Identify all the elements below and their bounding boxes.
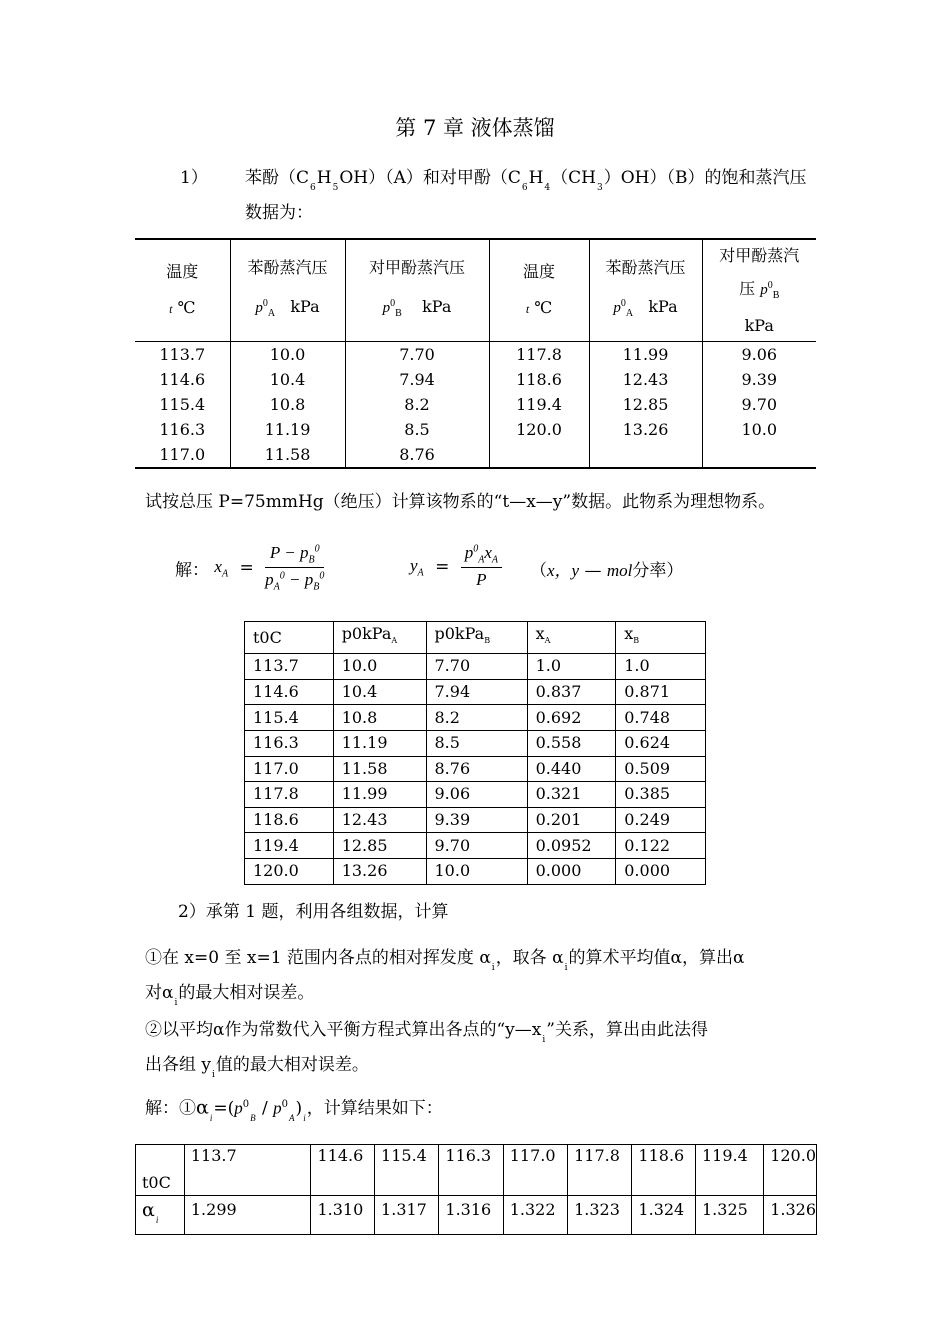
table-cell: 10.0	[426, 858, 527, 884]
table-cell: 8.5	[345, 417, 489, 442]
temperature-cell: 120.0	[764, 1145, 817, 1196]
table-header-cell: p0kPa$_B$	[426, 622, 527, 654]
table-cell: 117.8	[245, 782, 334, 808]
table-cell: 10.0	[230, 342, 345, 368]
table-cell: 12.85	[589, 392, 702, 417]
table-cell: 114.6	[159, 370, 206, 389]
table-row	[245, 679, 706, 705]
temperature-cell: 117.0	[503, 1145, 567, 1196]
table-cell: 8.2	[345, 392, 489, 417]
table-cell: 0.871	[616, 679, 706, 705]
table-cell: 1.0	[527, 654, 616, 680]
table-cell: 116.3	[245, 730, 334, 756]
table-cell: 7.70	[426, 654, 527, 680]
table-cell: 11.58	[333, 756, 426, 782]
table-cell: 113.7	[245, 654, 334, 680]
table-cell: 8.2	[426, 705, 527, 731]
table-cell: 118.6	[489, 367, 589, 392]
temperature-cell: 113.7	[184, 1145, 311, 1196]
table-header-cell: $x_B$	[616, 622, 706, 654]
vapor-pressure-table	[135, 238, 816, 469]
temperature-cell: 119.4	[696, 1145, 764, 1196]
table-cell: 117.0	[135, 442, 230, 468]
table-cell: 0.558	[527, 730, 616, 756]
table-cell: 12.85	[333, 833, 426, 859]
solution-1-note: （x，y — mol分率）	[530, 561, 684, 581]
table-cell: 9.70	[702, 392, 816, 417]
temperature-cell: 117.8	[568, 1145, 632, 1196]
table-cell: 8.76	[345, 442, 489, 468]
table-row	[135, 442, 816, 468]
relative-volatility-table	[135, 1144, 817, 1235]
table-cell: 9.06	[426, 782, 527, 808]
table-cell: 117.8	[489, 342, 589, 368]
table-cell: 7.70	[345, 342, 489, 368]
txy-result-table	[244, 621, 706, 885]
table-row	[245, 833, 706, 859]
table-cell	[489, 442, 589, 468]
alpha-cell: 1.322	[503, 1196, 567, 1235]
table-cell: 0.837	[527, 679, 616, 705]
header-cresol-pressure-2: 对甲酚蒸汽 压 $p^0_B$ kPa	[702, 239, 816, 342]
table-row	[245, 858, 706, 884]
label-temperature: t0C	[136, 1145, 185, 1196]
table-row	[245, 807, 706, 833]
table-cell: 120.0	[489, 417, 589, 442]
solution-1-formula-y: $y_A$ = $\frac{p^0_Ax_A}{P}$	[410, 543, 502, 590]
table-cell: 114.6	[245, 679, 334, 705]
header-phenol-pressure-2: 苯酚蒸汽压 $p^0_A$ kPa	[589, 239, 702, 342]
table-header-row	[245, 622, 706, 654]
table-row	[135, 367, 816, 392]
table-cell: 116.3	[159, 420, 206, 439]
table-cell: 11.19	[230, 417, 345, 442]
table-row	[245, 705, 706, 731]
table-cell: 1.0	[616, 654, 706, 680]
table-cell: 0.624	[616, 730, 706, 756]
table-cell: 0.321	[527, 782, 616, 808]
question-2-item-2: ②以平均α作为常数代入平衡方程式算出各点的“$y—x_i$”关系，算出由此法得 出各组 $y_i$值的最大相对误差。	[145, 1020, 708, 1080]
alpha-cell: 1.310	[311, 1196, 375, 1235]
table-cell: 11.58	[230, 442, 345, 468]
table-cell: 11.19	[333, 730, 426, 756]
alpha-cell: 1.325	[696, 1196, 764, 1235]
temperature-cell: 115.4	[375, 1145, 439, 1196]
table-cell: 7.94	[426, 679, 527, 705]
table-cell: 10.8	[333, 705, 426, 731]
chapter-title: 第 7 章 液体蒸馏	[395, 116, 555, 140]
table-cell: 9.39	[426, 807, 527, 833]
temperature-cell: 118.6	[632, 1145, 696, 1196]
header-temp-1: 温度 t ℃	[135, 239, 230, 342]
header-cresol-pressure-1: 对甲酚蒸汽压 $p^0_B$ kPa	[345, 239, 489, 342]
table-cell: 119.4	[245, 833, 334, 859]
table-cell: 0.509	[616, 756, 706, 782]
table-row	[245, 782, 706, 808]
table-cell: 0.0952	[527, 833, 616, 859]
label-alpha: $\alpha_i$	[136, 1196, 185, 1235]
table-header-cell: $x_A$	[527, 622, 616, 654]
table-cell: 0.249	[616, 807, 706, 833]
table-row	[245, 730, 706, 756]
table-row	[135, 342, 816, 368]
header-phenol-pressure-1: 苯酚蒸汽压 $p^0_A$ kPa	[230, 239, 345, 342]
table-cell: 113.7	[159, 345, 206, 364]
table-cell: 0.122	[616, 833, 706, 859]
alpha-cell: 1.317	[375, 1196, 439, 1235]
table-cell: 0.692	[527, 705, 616, 731]
alpha-cell: 1.323	[568, 1196, 632, 1235]
table-cell: 12.43	[333, 807, 426, 833]
table-cell: 9.06	[702, 342, 816, 368]
solution-1-formula-x: 解： $x_A$ = $\frac{P - p_B^0}{p_A^0 - p_B^0}$	[175, 543, 325, 593]
table-cell: 13.26	[589, 417, 702, 442]
table-header-cell: t0C	[245, 622, 334, 654]
header-temp-2: 温度 t ℃	[489, 239, 589, 342]
table-cell: 10.4	[333, 679, 426, 705]
table-cell: 9.39	[702, 367, 816, 392]
table-cell: 11.99	[589, 342, 702, 368]
table-cell: 10.0	[702, 417, 816, 442]
table-row	[135, 392, 816, 417]
alpha-cell: 1.299	[184, 1196, 311, 1235]
table-cell: 0.201	[527, 807, 616, 833]
table-cell	[702, 442, 816, 468]
alpha-cell: 1.326	[764, 1196, 817, 1235]
question-1-instruction: 试按总压 P=75mmHg（绝压）计算该物系的“t—x—y”数据。此物系为理想物系。	[145, 492, 776, 512]
table-cell: 13.26	[333, 858, 426, 884]
table-cell: 119.4	[489, 392, 589, 417]
table-cell: 117.0	[245, 756, 334, 782]
table-cell: 0.000	[527, 858, 616, 884]
question-1-number: 1）	[180, 168, 208, 188]
table-cell: 7.94	[345, 367, 489, 392]
alpha-cell: 1.324	[632, 1196, 696, 1235]
table-row	[245, 654, 706, 680]
table-cell: 9.70	[426, 833, 527, 859]
table-cell: 8.76	[426, 756, 527, 782]
table-cell: 120.0	[245, 858, 334, 884]
table-cell: 12.43	[589, 367, 702, 392]
table-cell: 118.6	[245, 807, 334, 833]
table-cell: 10.0	[333, 654, 426, 680]
table-row	[245, 756, 706, 782]
question-2-item-1: ①在 x=0 至 x=1 范围内各点的相对挥发度 $\alpha_i$，取各 $\alpha_i$的算术平均值α，算出α 对$\alpha_i$的最大相对误差。	[145, 948, 745, 1008]
solution-2-formula: 解：$①\alpha_i=(p^0_B / p^0_A)_i$，计算结果如下：	[145, 1096, 443, 1123]
table-row	[135, 417, 816, 442]
table-cell: 0.440	[527, 756, 616, 782]
alpha-cell: 1.316	[439, 1196, 503, 1235]
temperature-cell: 114.6	[311, 1145, 375, 1196]
question-2-head: 2）承第 1 题，利用各组数据，计算	[178, 902, 449, 922]
table-cell: 0.000	[616, 858, 706, 884]
table-cell: 0.385	[616, 782, 706, 808]
table-header-cell: p0kPa$_A$	[333, 622, 426, 654]
table-cell: 11.99	[333, 782, 426, 808]
table-cell: 10.8	[230, 392, 345, 417]
table-cell: 8.5	[426, 730, 527, 756]
table-cell: 115.4	[245, 705, 334, 731]
table-cell	[589, 442, 702, 468]
table-cell: 10.4	[230, 367, 345, 392]
temperature-cell: 116.3	[439, 1145, 503, 1196]
table-cell: 0.748	[616, 705, 706, 731]
table-cell: 115.4	[159, 395, 206, 414]
question-1-text: 苯酚$(C_6H_5OH)(A)$和对甲酚$(C_6H_4(CH_3)OH)(B)$的饱和蒸汽压 数据为：	[245, 168, 807, 223]
